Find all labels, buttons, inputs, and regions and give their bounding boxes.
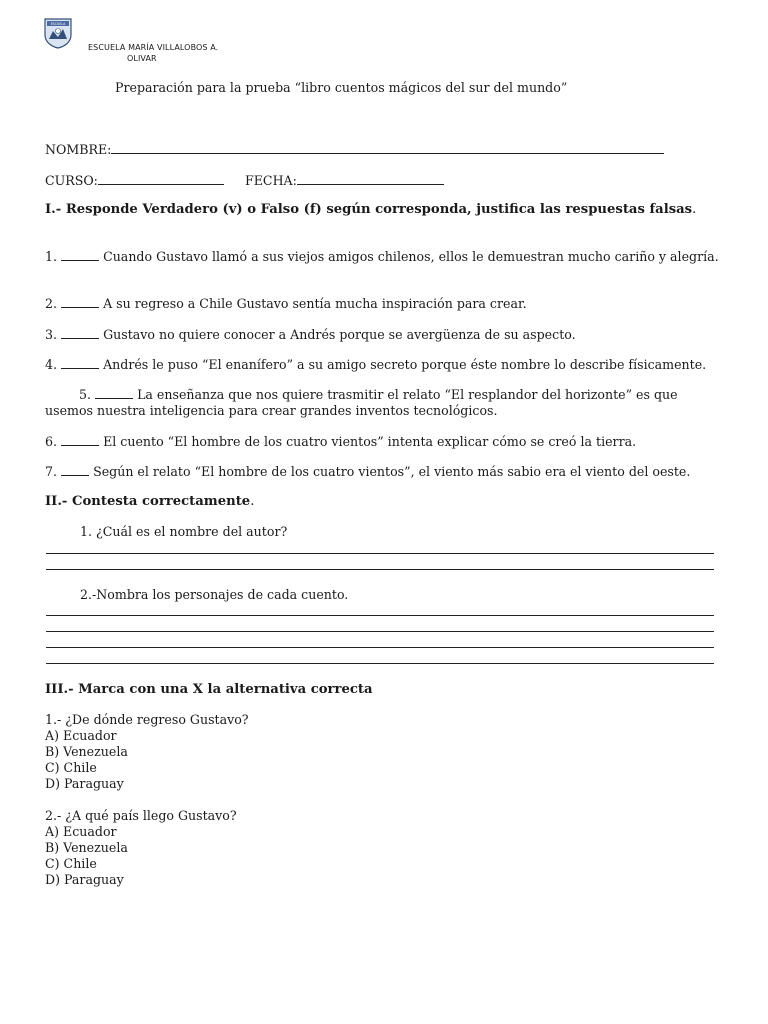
answer-line[interactable] bbox=[46, 631, 714, 632]
course-field[interactable] bbox=[45, 172, 224, 188]
course-blank[interactable] bbox=[98, 172, 224, 185]
answer-line[interactable] bbox=[46, 615, 714, 616]
name-label: NOMBRE: bbox=[45, 142, 112, 157]
answer-blank[interactable] bbox=[95, 386, 133, 399]
date-blank[interactable] bbox=[297, 172, 444, 185]
name-field[interactable] bbox=[45, 141, 664, 157]
answer-blank[interactable] bbox=[61, 356, 99, 369]
tf-item-2: 2. A su regreso a Chile Gustavo sentía mucha inspiración para crear. bbox=[45, 296, 527, 311]
school-location: OLIVAR bbox=[127, 54, 157, 63]
mc-option[interactable]: B) Venezuela bbox=[45, 840, 128, 855]
date-label: FECHA: bbox=[245, 173, 297, 188]
answer-line[interactable] bbox=[46, 569, 714, 570]
tf-item-5: 5. La enseñanza que nos quiere trasmitir el relato “El resplandor del horizonte” es que usemos nuestra inteligencia para crear grandes inventos tecnológicos. bbox=[45, 387, 678, 418]
tf-item-3: 3. Gustavo no quiere conocer a Andrés porque se avergüenza de su aspecto. bbox=[45, 327, 576, 342]
answer-blank[interactable] bbox=[61, 433, 99, 446]
answer-line[interactable] bbox=[46, 663, 714, 664]
mc-question-1: 1.- ¿De dónde regreso Gustavo? bbox=[45, 712, 249, 727]
school-name: ESCUELA MARÍA VILLALOBOS A. bbox=[88, 43, 219, 52]
course-label: CURSO: bbox=[45, 173, 98, 188]
answer-blank[interactable] bbox=[61, 463, 89, 476]
question-characters: 2.-Nombra los personajes de cada cuento. bbox=[80, 587, 349, 602]
answer-blank[interactable] bbox=[61, 295, 99, 308]
answer-blank[interactable] bbox=[61, 326, 99, 339]
answer-blank[interactable] bbox=[61, 248, 99, 261]
tf-item-7: 7. Según el relato “El hombre de los cuatro vientos”, el viento más sabio era el viento del oeste. bbox=[45, 464, 691, 479]
answer-line[interactable] bbox=[46, 647, 714, 648]
school-logo bbox=[43, 17, 73, 49]
mc-question-2: 2.- ¿A qué país llego Gustavo? bbox=[45, 808, 237, 823]
mc-option[interactable]: C) Chile bbox=[45, 856, 97, 871]
logo-text: ESCUELA bbox=[50, 22, 66, 26]
mc-option[interactable]: D) Paraguay bbox=[45, 872, 124, 887]
section1-heading: I.- Responde Verdadero (v) o Falso (f) según corresponda, justifica las respuestas falsas. bbox=[45, 202, 697, 217]
section2-heading: II.- Contesta correctamente. bbox=[45, 494, 255, 509]
mc-option[interactable]: A) Ecuador bbox=[45, 728, 117, 743]
name-blank[interactable] bbox=[111, 141, 664, 154]
section3-heading: III.- Marca con una X la alternativa correcta bbox=[45, 682, 373, 697]
date-field[interactable] bbox=[245, 172, 444, 188]
tf-item-6: 6. El cuento “El hombre de los cuatro vientos” intenta explicar cómo se creó la tierra. bbox=[45, 434, 637, 449]
page-title: Preparación para la prueba “libro cuentos mágicos del sur del mundo” bbox=[115, 80, 568, 95]
mc-option[interactable]: D) Paraguay bbox=[45, 776, 124, 791]
mc-option[interactable]: A) Ecuador bbox=[45, 824, 117, 839]
question-author: 1. ¿Cuál es el nombre del autor? bbox=[80, 524, 288, 539]
tf-item-1: 1. Cuando Gustavo llamó a sus viejos amigos chilenos, ellos le demuestran mucho cariño y alegría. bbox=[45, 249, 719, 264]
mc-option[interactable]: B) Venezuela bbox=[45, 744, 128, 759]
answer-line[interactable] bbox=[46, 553, 714, 554]
tf-item-4: 4. Andrés le puso “El enanífero” a su amigo secreto porque éste nombre lo describe físicamente. bbox=[45, 357, 707, 372]
mc-option[interactable]: C) Chile bbox=[45, 760, 97, 775]
